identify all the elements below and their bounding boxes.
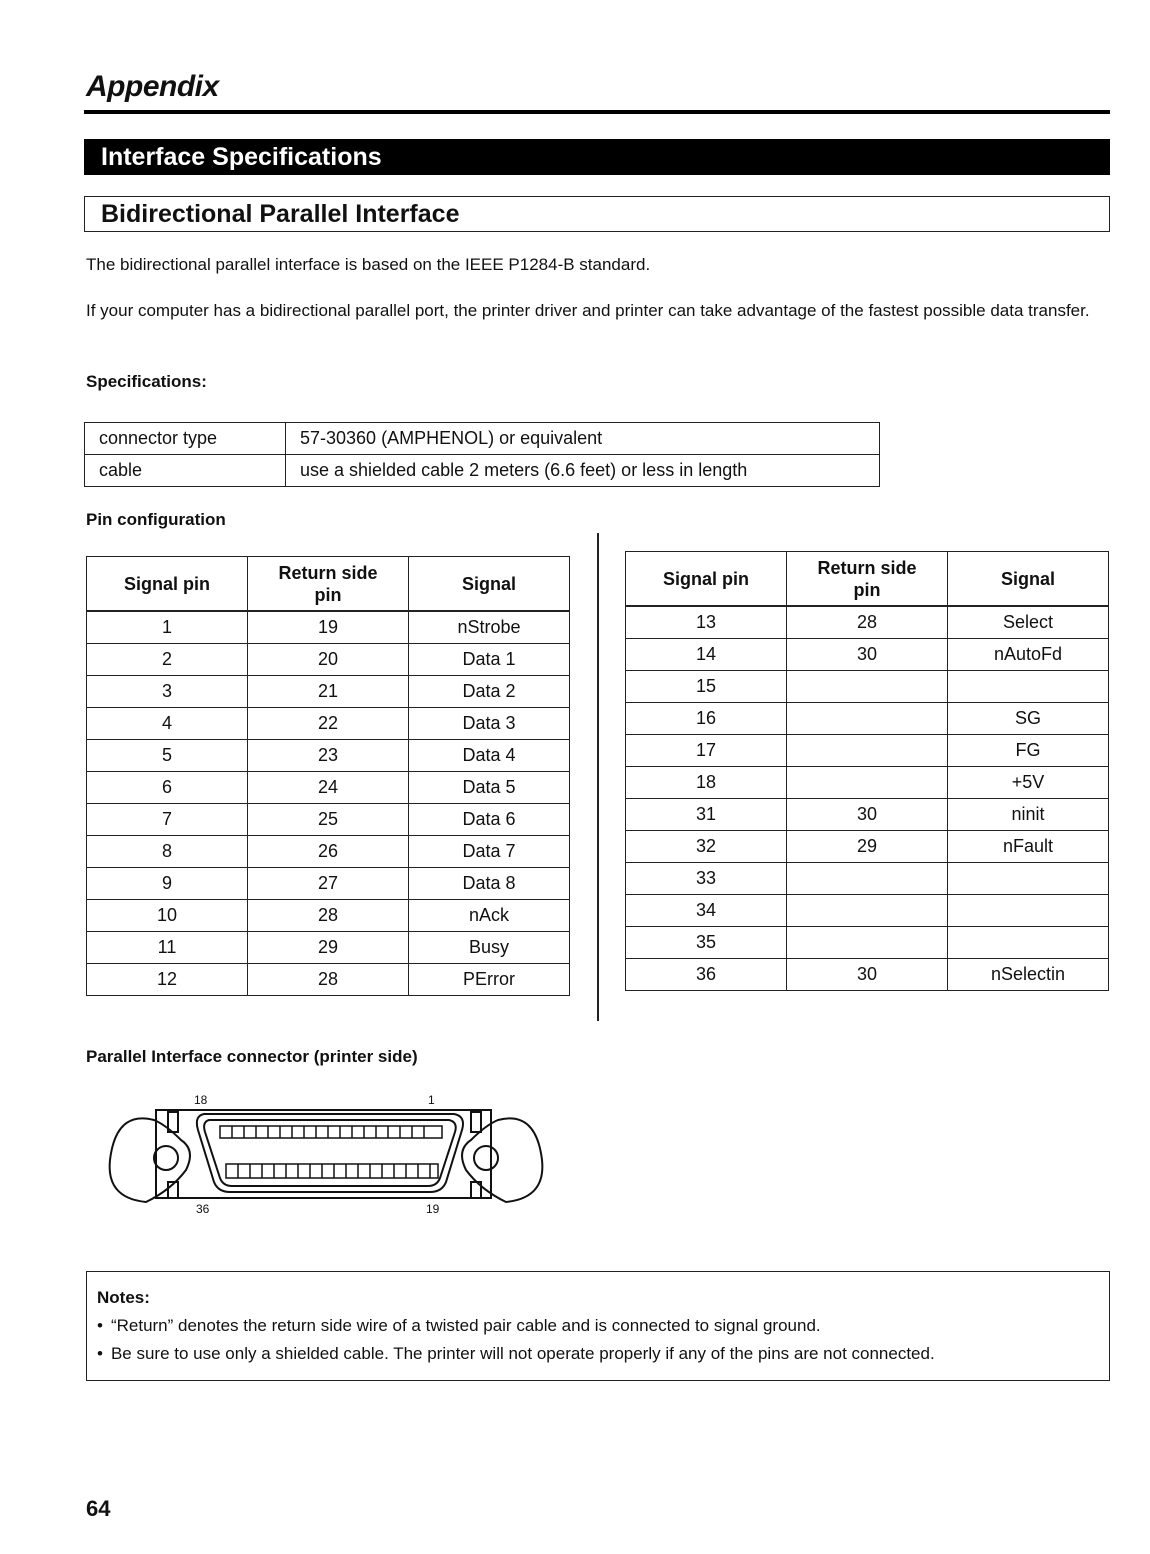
signal-pin-cell: 13 [626,606,787,639]
signal-pin-cell: 4 [87,708,248,740]
table-row [626,863,1109,895]
signal-cell: Data 4 [409,740,570,772]
return-pin-cell [787,767,948,799]
column-header-text: Return side pin [817,557,917,600]
table-row [626,895,1109,927]
table-row [626,606,1109,639]
column-header-text: Return side pin [278,562,378,605]
chapter-rule [84,110,1110,114]
table-row [87,740,570,772]
subsection-heading: Bidirectional Parallel Interface [84,196,1110,232]
signal-cell: Data 2 [409,676,570,708]
pin-label-19: 19 [426,1202,440,1215]
signal-pin-cell: 8 [87,836,248,868]
return-pin-cell: 24 [248,772,409,804]
pin-table-left [86,556,570,996]
notes-box [86,1271,1110,1381]
connector-figure-label: Parallel Interface connector (printer side) [86,1047,418,1066]
return-pin-cell: 29 [248,932,409,964]
signal-pin-cell: 34 [626,895,787,927]
return-pin-cell: 28 [248,900,409,932]
signal-pin-cell: 6 [87,772,248,804]
signal-pin-cell: 5 [87,740,248,772]
table-row [626,831,1109,863]
signal-pin-cell: 15 [626,671,787,703]
signal-cell [948,671,1109,703]
signal-cell [948,927,1109,959]
signal-cell: ninit [948,799,1109,831]
signal-cell: Data 5 [409,772,570,804]
pin-table-right [625,551,1109,991]
table-row [626,959,1109,991]
signal-pin-cell: 9 [87,868,248,900]
column-divider [597,533,599,1021]
table-row [87,708,570,740]
specifications-table [84,422,880,487]
signal-cell [948,895,1109,927]
pin-configuration-label: Pin configuration [86,510,226,529]
pin-label-1: 1 [428,1093,435,1107]
signal-cell: Data 3 [409,708,570,740]
table-row [626,767,1109,799]
table-header-row [626,552,1109,607]
return-pin-cell [787,703,948,735]
column-header-return-pin [787,552,948,607]
signal-pin-cell: 7 [87,804,248,836]
spec-value: use a shielded cable 2 meters (6.6 feet) or less in length [286,455,880,487]
page-number: 64 [86,1496,111,1521]
spec-value: 57-30360 (AMPHENOL) or equivalent [286,423,880,455]
signal-pin-cell: 31 [626,799,787,831]
signal-cell: Data 1 [409,644,570,676]
return-pin-cell: 23 [248,740,409,772]
signal-pin-cell: 10 [87,900,248,932]
signal-cell: nFault [948,831,1109,863]
intro-paragraph-2: If your computer has a bidirectional parallel port, the printer driver and printer can take advantage of the fastest possible data transfer. [86,301,1090,320]
signal-pin-cell: 33 [626,863,787,895]
table-row [87,772,570,804]
signal-pin-cell: 35 [626,927,787,959]
table-row [85,423,880,455]
return-pin-cell: 19 [248,611,409,644]
return-pin-cell [787,863,948,895]
signal-cell: +5V [948,767,1109,799]
table-row [87,804,570,836]
notes-title: Notes: [97,1288,150,1307]
signal-cell: nAck [409,900,570,932]
signal-cell: PError [409,964,570,996]
column-header-return-pin [248,557,409,612]
table-row [87,644,570,676]
column-header-signal: Signal [948,552,1109,607]
signal-pin-cell: 16 [626,703,787,735]
return-pin-cell: 30 [787,639,948,671]
signal-pin-cell: 17 [626,735,787,767]
return-pin-cell: 25 [248,804,409,836]
signal-cell: Data 8 [409,868,570,900]
note-item: • “Return” denotes the return side wire of a twisted pair cable and is connected to signal ground. [97,1312,1109,1340]
signal-pin-cell: 1 [87,611,248,644]
spec-key: cable [85,455,286,487]
signal-pin-cell: 14 [626,639,787,671]
note-item: • Be sure to use only a shielded cable. The printer will not operate properly if any of the pins are not connected. [97,1340,1109,1368]
return-pin-cell [787,735,948,767]
specifications-label: Specifications: [86,372,207,391]
table-row [87,964,570,996]
parallel-connector-diagram [106,1090,546,1215]
column-header-signal-pin: Signal pin [626,552,787,607]
return-pin-cell: 26 [248,836,409,868]
column-header-signal-pin: Signal pin [87,557,248,612]
return-pin-cell [787,671,948,703]
spec-key: connector type [85,423,286,455]
return-pin-cell: 28 [248,964,409,996]
table-row [626,671,1109,703]
return-pin-cell [787,895,948,927]
table-header-row [87,557,570,612]
signal-cell: Data 6 [409,804,570,836]
pin-label-36: 36 [196,1202,210,1215]
return-pin-cell: 30 [787,799,948,831]
return-pin-cell: 20 [248,644,409,676]
table-row [87,932,570,964]
table-row [85,455,880,487]
signal-cell: Data 7 [409,836,570,868]
signal-pin-cell: 3 [87,676,248,708]
return-pin-cell: 28 [787,606,948,639]
column-header-signal: Signal [409,557,570,612]
signal-pin-cell: 18 [626,767,787,799]
signal-cell: Select [948,606,1109,639]
return-pin-cell: 22 [248,708,409,740]
table-row [626,639,1109,671]
signal-cell: Busy [409,932,570,964]
table-row [626,799,1109,831]
return-pin-cell: 30 [787,959,948,991]
return-pin-cell: 27 [248,868,409,900]
pin-label-18: 18 [194,1093,208,1107]
signal-pin-cell: 12 [87,964,248,996]
table-row [87,611,570,644]
table-row [87,676,570,708]
section-heading: Interface Specifications [84,139,1110,175]
table-row [626,735,1109,767]
signal-cell: nSelectin [948,959,1109,991]
signal-cell: nStrobe [409,611,570,644]
signal-pin-cell: 36 [626,959,787,991]
table-row [87,836,570,868]
chapter-title: Appendix [86,70,219,103]
return-pin-cell: 21 [248,676,409,708]
signal-pin-cell: 2 [87,644,248,676]
table-row [87,868,570,900]
signal-cell: nAutoFd [948,639,1109,671]
return-pin-cell: 29 [787,831,948,863]
intro-paragraph-1: The bidirectional parallel interface is based on the IEEE P1284-B standard. [86,255,651,274]
signal-cell: SG [948,703,1109,735]
table-row [626,927,1109,959]
signal-pin-cell: 32 [626,831,787,863]
table-row [87,900,570,932]
return-pin-cell [787,927,948,959]
table-row [626,703,1109,735]
signal-cell: FG [948,735,1109,767]
signal-cell [948,863,1109,895]
signal-pin-cell: 11 [87,932,248,964]
